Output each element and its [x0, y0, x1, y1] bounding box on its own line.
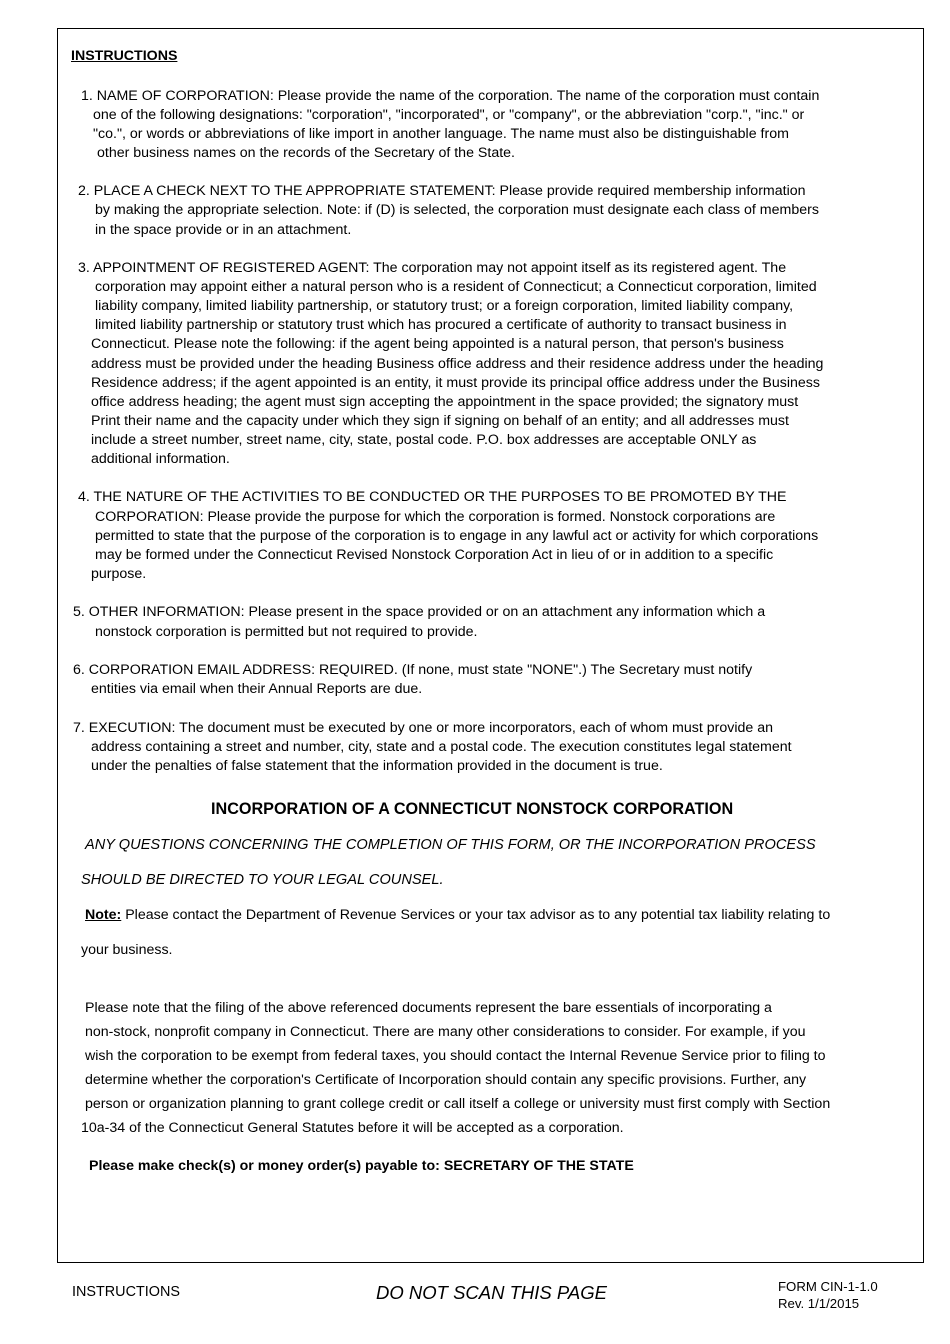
- section-line: office address heading; the agent must sign accepting the appointment in the space provided; the signatory must: [91, 394, 799, 410]
- paragraph-line: wish the corporation to be exempt from federal taxes, you should contact the Internal Revenue Service prior to filing to: [85, 1048, 826, 1064]
- section-line: Residence address; if the agent appointed is an entity, it must provide its principal office address under the Business: [91, 375, 820, 391]
- instructions-heading: INSTRUCTIONS: [71, 48, 178, 64]
- section-line: 5. OTHER INFORMATION: Please present in the space provided or on an attachment any information which a: [73, 604, 766, 620]
- section-line: Print their name and the capacity under which they sign if signing on behalf of an entity; and all addresses must: [91, 413, 789, 429]
- form-title: INCORPORATION OF A CONNECTICUT NONSTOCK CORPORATION: [211, 800, 734, 818]
- section-line: address must be provided under the heading Business office address and their residence address under the heading: [91, 356, 824, 372]
- section-line: by making the appropriate selection. Note: if (D) is selected, the corporation must designate each class of members: [95, 202, 819, 218]
- section-line: 2. PLACE A CHECK NEXT TO THE APPROPRIATE STATEMENT: Please provide required membership information: [78, 183, 806, 199]
- section-line: Connecticut. Please note the following: if the agent being appointed is a natural person, that person's business: [91, 336, 784, 352]
- section-line: additional information.: [91, 451, 230, 467]
- section-line: in the space provide or in an attachment.: [95, 222, 352, 238]
- section-line: purpose.: [91, 566, 147, 582]
- questions-line: ANY QUESTIONS CONCERNING THE COMPLETION OF THIS FORM, OR THE INCORPORATION PROCESS: [85, 837, 816, 853]
- section-line: 3. APPOINTMENT OF REGISTERED AGENT: The corporation may not appoint itself as its registered agent. The: [78, 260, 787, 276]
- paragraph-line: determine whether the corporation's Certificate of Incorporation should contain any specific provisions. Further, any: [85, 1072, 807, 1088]
- tax-note-continued: your business.: [81, 942, 173, 958]
- questions-line: SHOULD BE DIRECTED TO YOUR LEGAL COUNSEL.: [81, 872, 444, 888]
- section-line: nonstock corporation is permitted but not required to provide.: [95, 624, 478, 640]
- section-line: 1. NAME OF CORPORATION: Please provide the name of the corporation. The name of the corporation must contain: [81, 88, 820, 104]
- section-line: corporation may appoint either a natural person who is a resident of Connecticut; a Connecticut corporation, limited: [95, 279, 817, 295]
- section-line: 7. EXECUTION: The document must be executed by one or more incorporators, each of whom must provide an: [73, 720, 773, 736]
- do-not-scan-notice: DO NOT SCAN THIS PAGE: [376, 1282, 607, 1303]
- payment-instruction: Please make check(s) or money order(s) payable to: SECRETARY OF THE STATE: [89, 1158, 634, 1174]
- section-line: include a street number, street name, city, state, postal code. P.O. box addresses are acceptable ONLY as: [91, 432, 757, 448]
- section-line: 6. CORPORATION EMAIL ADDRESS: REQUIRED. (If none, must state "NONE".) The Secretary must notify: [73, 662, 753, 678]
- form-id: FORM CIN-1-1.0: [778, 1279, 878, 1294]
- footer-instructions-label: INSTRUCTIONS: [72, 1284, 180, 1300]
- section-line: "co.", or words or abbreviations of like import in another language. The name must also be distinguishable from: [93, 126, 789, 142]
- paragraph-line: non-stock, nonprofit company in Connecticut. There are many other considerations to consider. For example, if you: [85, 1024, 806, 1040]
- paragraph-line: person or organization planning to grant college credit or call itself a college or university must first comply with Section: [85, 1096, 831, 1112]
- section-line: CORPORATION: Please provide the purpose for which the corporation is formed. Nonstock corporations are: [95, 509, 776, 525]
- paragraph-line: 10a-34 of the Connecticut General Statutes before it will be accepted as a corporation.: [81, 1120, 624, 1136]
- section-line: 4. THE NATURE OF THE ACTIVITIES TO BE CONDUCTED OR THE PURPOSES TO BE PROMOTED BY THE: [78, 489, 787, 505]
- note-text: Please contact the Department of Revenue Services or your tax advisor as to any potential tax liability relating to: [121, 907, 831, 923]
- section-line: permitted to state that the purpose of the corporation is to engage in any lawful act or activity for which corporations: [95, 528, 819, 544]
- section-line: other business names on the records of the Secretary of the State.: [97, 145, 515, 161]
- tax-note: [85, 907, 830, 924]
- section-line: address containing a street and number, city, state and a postal code. The execution constitutes legal statement: [91, 739, 792, 755]
- section-line: liability company, limited liability partnership, or statutory trust; or a foreign corporation, limited liability company,: [95, 298, 794, 314]
- section-line: limited liability partnership or statutory trust which has procured a certificate of authority to transact business in: [95, 317, 787, 333]
- section-line: one of the following designations: "corporation", "incorporated", or "company", or the abbreviation "corp.", "inc." or: [93, 107, 805, 123]
- section-line: under the penalties of false statement that the information provided in the document is true.: [91, 758, 663, 774]
- paragraph-line: Please note that the filing of the above referenced documents represent the bare essentials of incorporating a: [85, 1000, 772, 1016]
- section-line: entities via email when their Annual Reports are due.: [91, 681, 423, 697]
- note-label: Note:: [85, 907, 122, 923]
- form-revision: Rev. 1/1/2015: [778, 1296, 860, 1311]
- section-line: may be formed under the Connecticut Revised Nonstock Corporation Act in lieu of or in addition to a specific: [95, 547, 774, 563]
- form-number: [778, 1278, 878, 1312]
